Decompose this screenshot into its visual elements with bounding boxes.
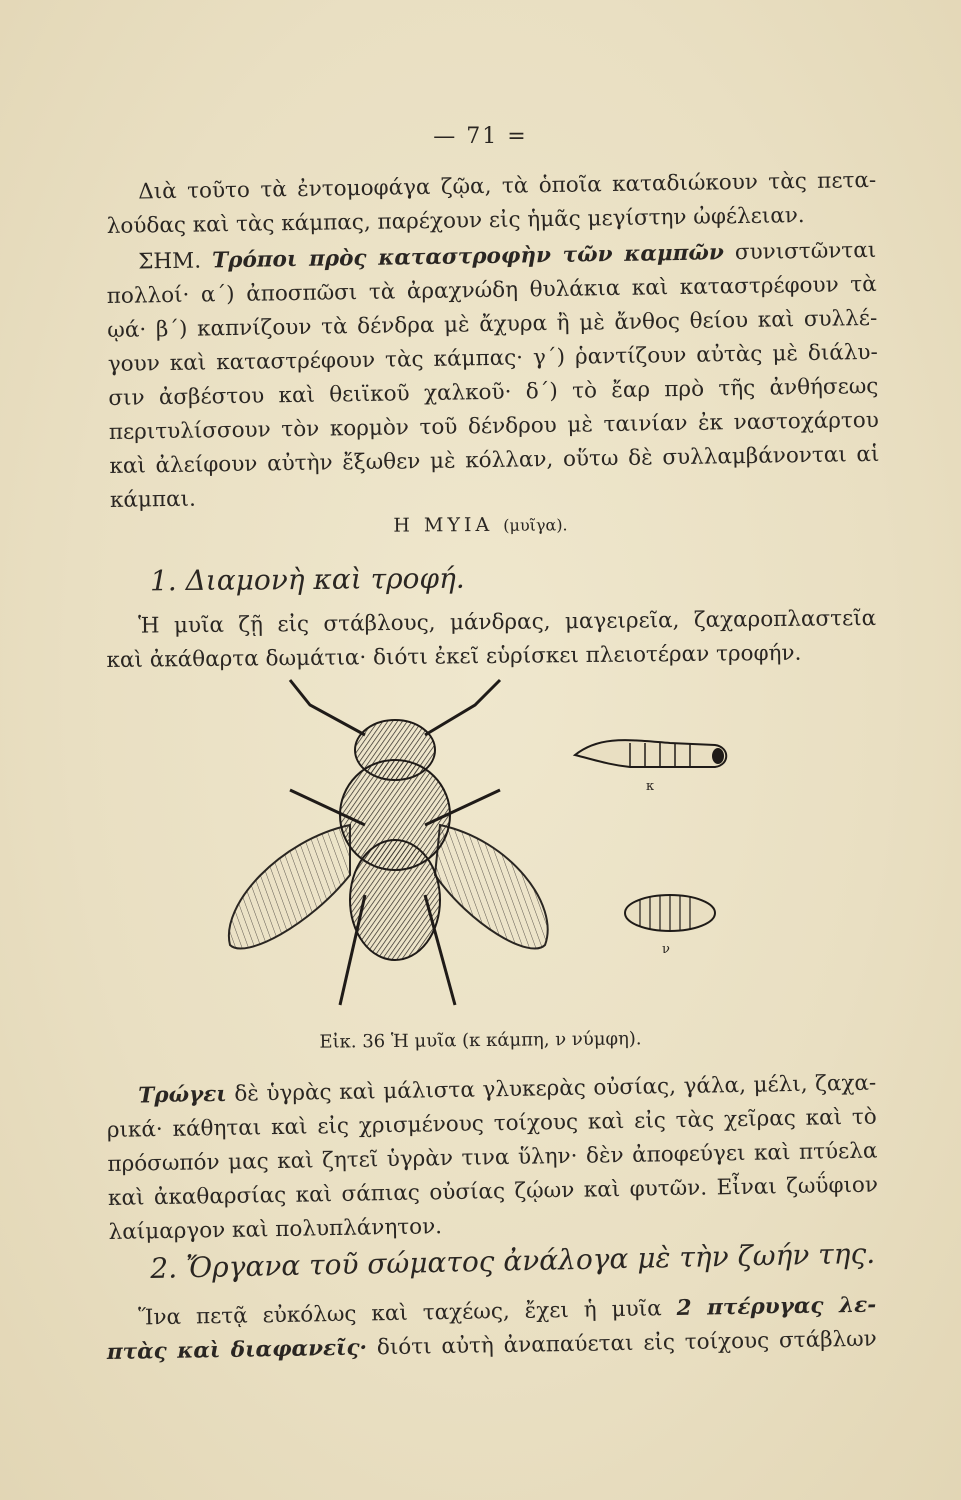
note-label: ΣΗΜ. [138,248,202,275]
line-rest: διότι αὐτὴ ἀναπαύεται εἰς τοίχους στάβλων [376,1326,877,1361]
bold-phrase: πτὰς καὶ διαφανεῖς· [106,1335,368,1365]
chapter-title-sub: (μυῖγα). [503,515,568,535]
text-line: γουν καὶ καταστρέφουν τὰς κάμπας· γ΄) ῥαντίζουν αὐτὰς μὲ διάλυ- [107,339,878,377]
text-line: κάμπαι. [109,486,197,513]
chapter-title-main: Η ΜΥΙΑ [393,513,494,537]
text-line: λαίμαργον καὶ πολυπλάνητον. [108,1214,443,1245]
text-line: πολλοί· α΄) ἀποσπῶσι τὰ ἀραχνώδη θυλάκια καὶ καταστρέφουν τὰ [106,271,877,309]
intro-paragraph [106,164,877,244]
fly-illustration [200,675,760,1025]
text-line: περιτυλίσσουν τὸν κορμὸν τοῦ δένδρου μὲ ταινίαν ἐκ ναστοχάρτου [108,407,880,445]
text-line: καὶ ἀκαθαρσίας καὶ σάπιας οὐσίας ζῴων καὶ φυτῶν. Εἶναι ζωΰφιον [107,1172,879,1211]
section-2-paragraph [106,1289,877,1370]
pupa-icon [625,895,715,931]
larva-label: κ [646,779,655,794]
section-2-heading: 2. Ὄργανα τοῦ σώματος ἀνάλογα μὲ τὴν ζωήν της. [150,1236,876,1285]
bold-phrase: 2 πτέρυγας λε- [676,1292,877,1322]
pupa-label: ν [662,942,670,957]
text-line: λούδας καὶ τὰς κάμπας, παρέχουν εἰς ἡμᾶς μεγίστην ὠφέλειαν. [106,203,805,239]
text-line: πρόσωπόν μας καὶ ζητεῖ ὑγρὰν τινα ὕλην· δὲν ἀποφεύγει καὶ πτύελα [107,1138,878,1177]
text-line: καὶ ἀκάθαρτα δωμάτια· διότι ἐκεῖ εὑρίσκει πλειοτέραν τροφήν. [106,640,802,673]
text-line: σιν ἀσβέστου καὶ θειϊκοῦ χαλκοῦ· δ΄) τὸ ἔαρ πρὸ τῆς ἀνθήσεως [108,373,879,411]
note-paragraph [106,234,880,518]
section-1-heading: 1. Διαμονὴ καὶ τροφή. [149,561,465,598]
fly-figure [200,675,760,1025]
fly-icon [229,680,548,1005]
text-line: Διὰ τοῦτο τὰ ἐντομοφάγα ζῷα, τὰ ὁποῖα καταδιώκουν τὰς πετα- [138,167,877,205]
text-line: Ἡ μυῖα ζῇ εἰς στάβλους, μάνδρας, μαγειρεῖα, ζαχαροπλαστεῖα [138,605,877,639]
first-rest: δὲ ὑγρὰς καὶ μάλιστα γλυκερὰς οὐσίας, γάλα, μέλι, ζαχα- [234,1070,877,1107]
note-first-rest: συνιστῶνται [734,237,877,266]
text-line: ρικά· κάθηται καὶ εἰς χρισμένους τοίχους καὶ εἰς τὰς χεῖρας καὶ τὸ [106,1104,877,1143]
section-1-cont-paragraph [106,1067,879,1250]
page-number: — 71 = [433,124,528,149]
bold-word: Τρώγει [138,1081,227,1109]
larva-icon [575,740,726,767]
text-line: καὶ ἀλείφουν αὐτὴν ἔξωθεν μὲ κόλλαν, οὕτω δὲ συλλαμβάνονται αἱ [109,441,880,479]
text-line: ῳά· β΄) καπνίζουν τὰ δένδρα μὲ ἄχυρα ἢ μὲ ἄνθος θείου καὶ συλλέ- [107,305,878,343]
note-bold-title: Τρόποι πρὸς καταστροφὴν τῶν καμπῶν [211,240,724,274]
line-start: Ἵνα πετᾷ εὐκόλως καὶ ταχέως, ἔχει ἡ μυῖα [138,1296,662,1331]
section-1-paragraph [106,602,877,678]
figure-caption: Εἰκ. 36 Ἡ μυῖα (κ κάμπη, ν νύμφη). [319,1028,642,1053]
